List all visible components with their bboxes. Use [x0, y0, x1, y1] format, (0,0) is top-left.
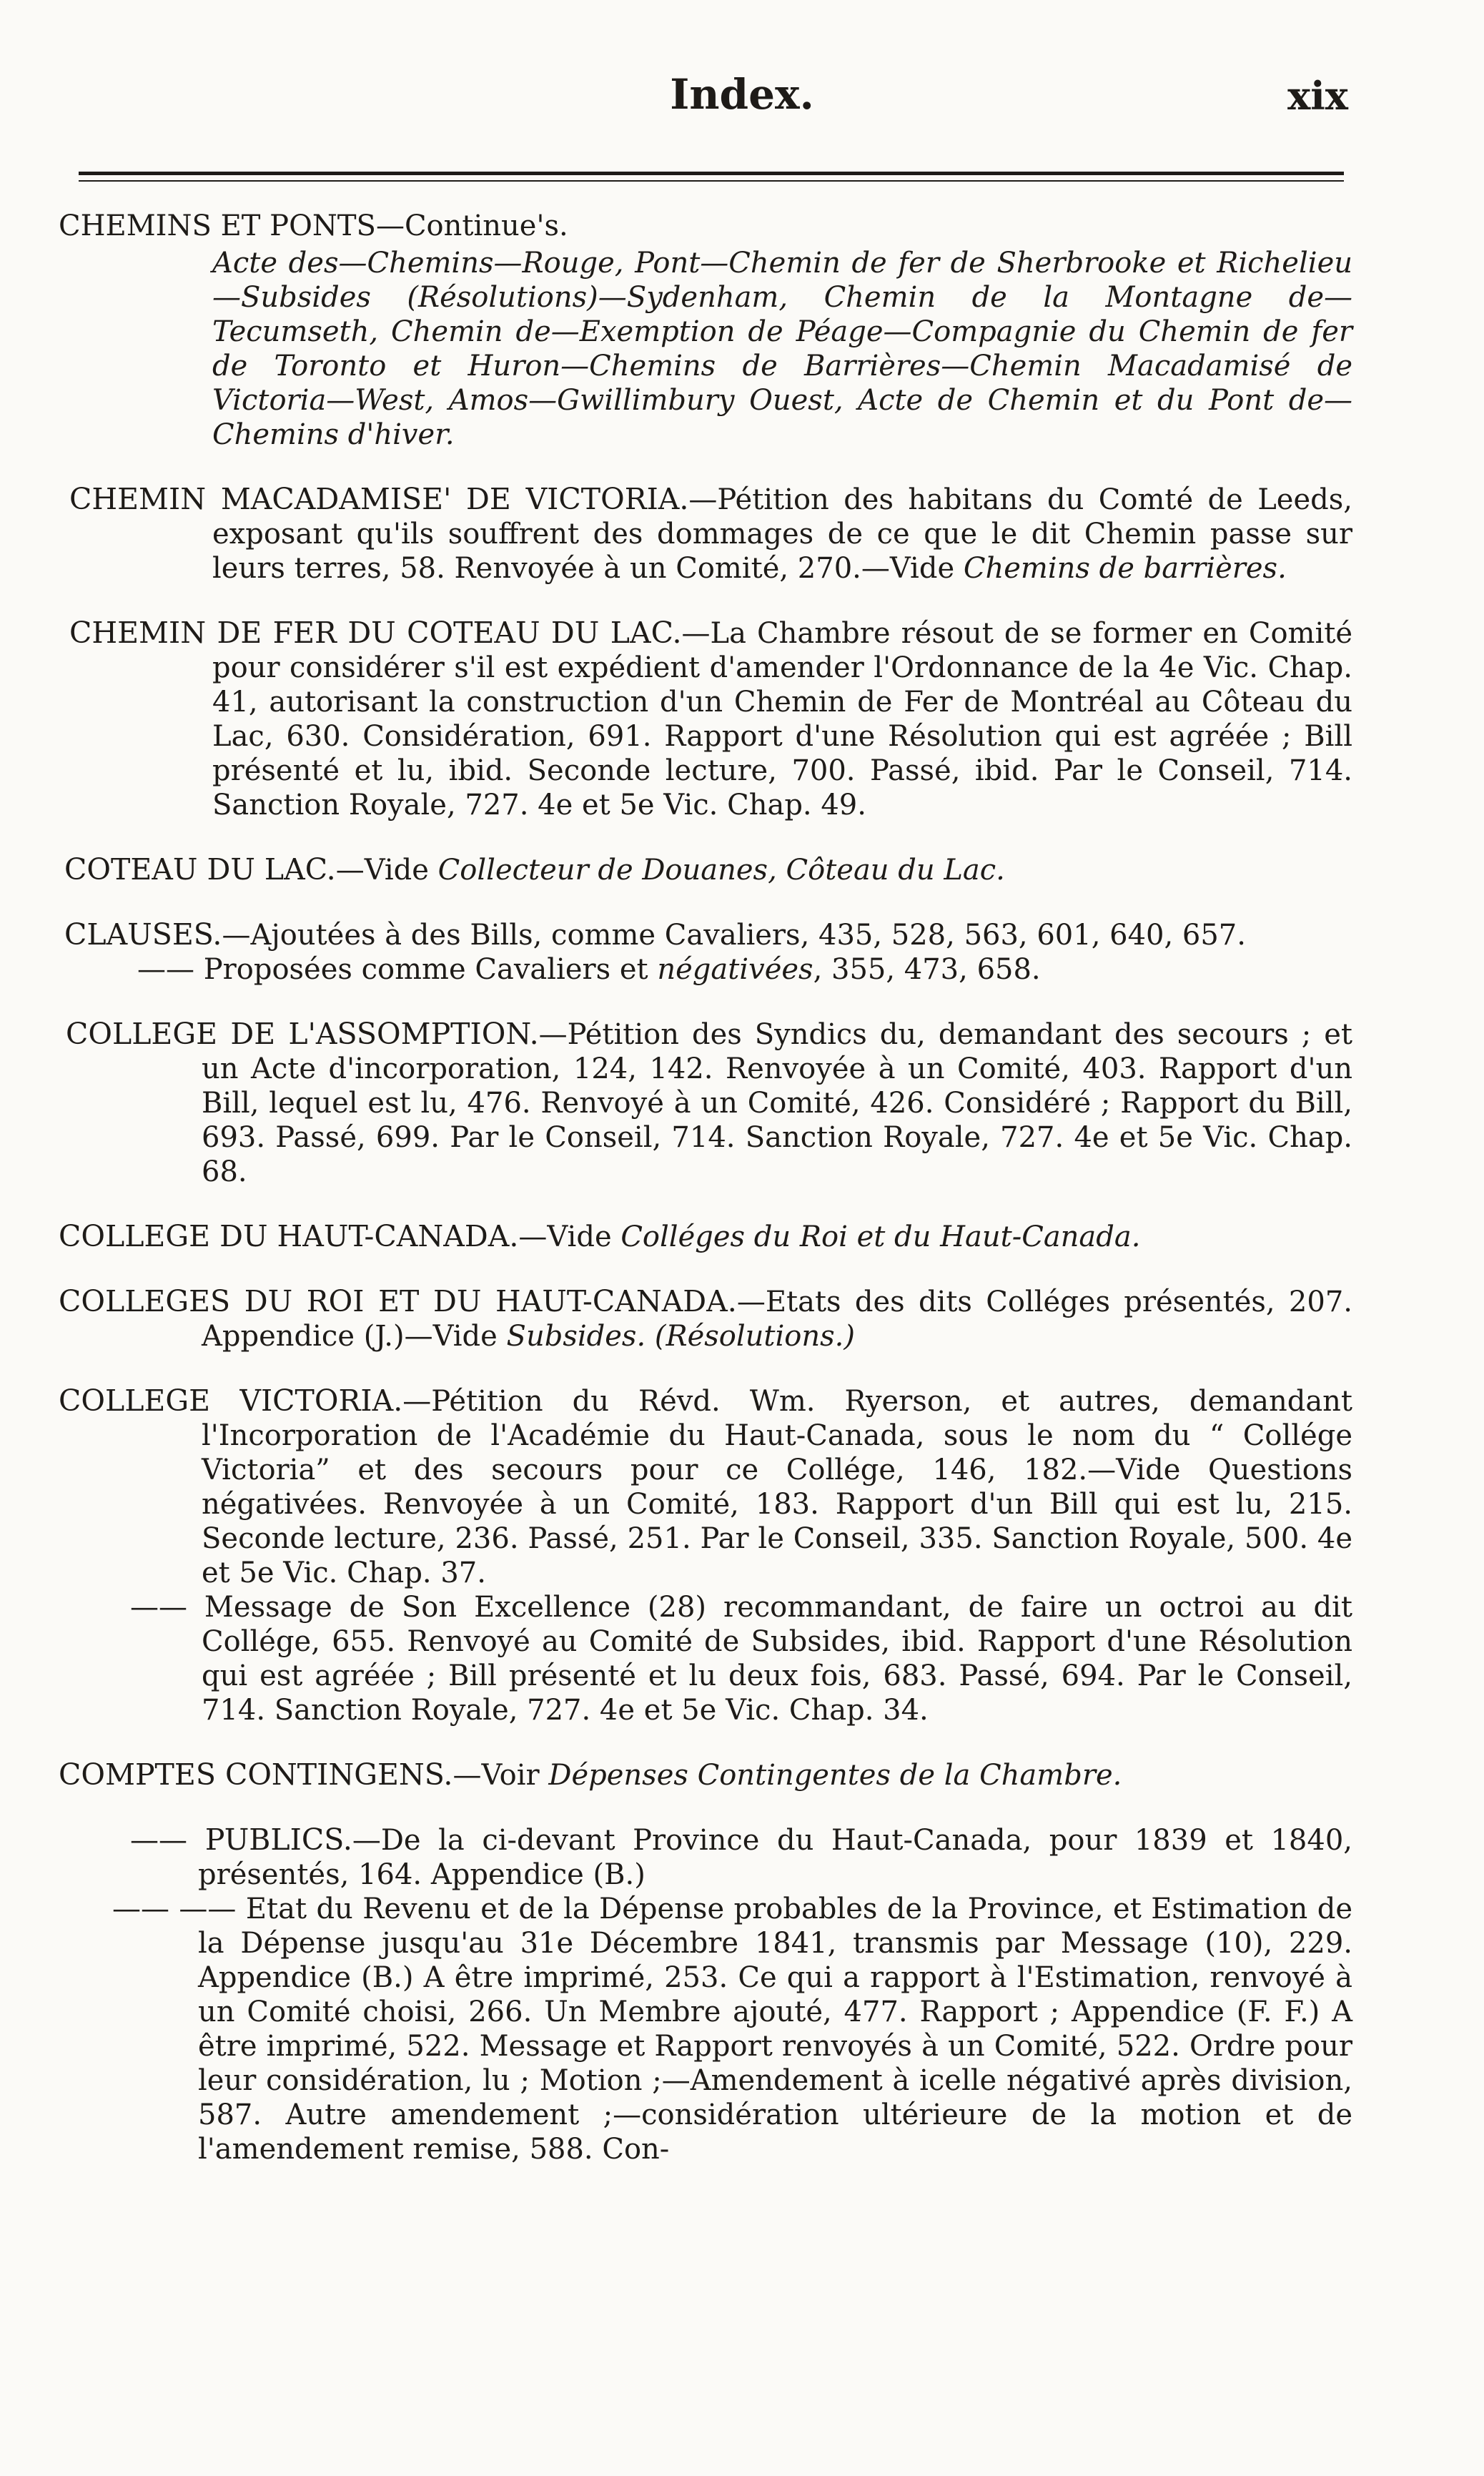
- entry-heading: COTEAU DU LAC.: [64, 852, 336, 887]
- index-entry-chemin-macadamise: [59, 482, 1352, 586]
- entry-heading: COMPTES CONTINGENS.: [59, 1757, 453, 1792]
- entry-dash: ——: [130, 1824, 187, 1857]
- sub-entry-text: Proposées comme Cavaliers et: [194, 953, 658, 986]
- sub-entry-text: Message de Son Excellence (28) recommandant, de faire un octroi au dit Collége, 655. Renvoyé au Comité de Subsides, ibid. Rapport d'une Résolution qui est agréée ; Bill présenté et lu deux fois, 683. Passé, 694. Par le Conseil, 714. Sanction Royale, 727. 4e et 5e Vic. Chap. 34.: [187, 1591, 1352, 1727]
- entry-text: —Ajoutées à des Bills, comme Cavaliers, 435, 528, 563, 601, 640, 657.: [222, 919, 1246, 952]
- entry-heading: CLAUSES.: [64, 917, 222, 952]
- entry-heading: COLLEGE VICTORIA.: [59, 1383, 403, 1418]
- page-number: xix: [1287, 73, 1348, 119]
- entry-text: —Pétition des habitans du Comté de Leeds, exposant qu'ils souffrent des dommages de ce que le dit Chemin passe sur leurs terres, 58. Renvoyée à un Comité, 270.—Vide: [212, 483, 1352, 585]
- sub-entry-italic: négativées: [657, 953, 813, 986]
- page-header: [0, 70, 1484, 127]
- index-entry-college-haut-canada: [59, 1219, 1352, 1254]
- entry-text: —Vide: [518, 1220, 621, 1253]
- index-entry-clauses: [59, 917, 1352, 987]
- index-entry-chemin-fer-coteau: [59, 616, 1352, 822]
- index-entry-college-assomption: [59, 1017, 1352, 1189]
- index-entry-colleges-roi: [59, 1284, 1352, 1353]
- entry-text: —Vide: [335, 854, 438, 887]
- index-entry-coteau-lac: [59, 852, 1352, 887]
- index-content: [59, 209, 1352, 2196]
- entry-heading: CHEMIN MACADAMISE' DE VICTORIA.: [69, 482, 689, 516]
- index-entry-publics: [59, 1823, 1352, 2166]
- header-rule-thick: [79, 172, 1344, 175]
- entry-text: —Voir: [452, 1759, 549, 1792]
- entry-text: Acte des—Chemins—Rouge, Pont—Chemin de fer de Sherbrooke et Richelieu—Subsides (Résolutions)—Sydenham, Chemin de la Montagne de—Tecumseth, Chemin de—Exemption de Péage—Compagnie du Chemin de fer de Toronto et Huron—Chemins de Barrières—Chemin Macadamisé de Victoria—West, Amos—Gwillimbury Ouest, Acte de Chemin et du Pont de—Chemins d'hiver.: [212, 247, 1352, 451]
- index-entry-comptes-contingens: [59, 1757, 1352, 1792]
- entry-cross-reference: Chemins de barrières.: [963, 552, 1287, 585]
- entry-text: —De la ci-devant Province du Haut-Canada, pour 1839 et 1840, présentés, 164. Appendice (B.): [198, 1824, 1352, 1891]
- entry-heading: CHEMINS ET PONTS—Continue's.: [59, 209, 568, 242]
- entry-heading: COLLEGES DU ROI ET DU HAUT-CANADA.: [59, 1284, 737, 1318]
- entry-cross-reference: Collecteur de Douanes, Côteau du Lac.: [437, 854, 1005, 887]
- sub-entry-end: , 355, 473, 658.: [813, 953, 1041, 986]
- sub-entry-dash: —— ——: [112, 1893, 237, 1925]
- entry-cross-reference: Dépenses Contingentes de la Chambre.: [548, 1759, 1122, 1792]
- entry-text: —La Chambre résout de se former en Comité pour considérer s'il est expédient d'amender l'Ordonnance de la 4e Vic. Chap. 41, autorisant la construction d'un Chemin de Fer de Montréal au Côteau du Lac, 630. Considération, 691. Rapport d'une Résolution qui est agréée ; Bill présenté et lu, ibid. Seconde lecture, 700. Passé, ibid. Par le Conseil, 714. Sanction Royale, 727. 4e et 5e Vic. Chap. 49.: [212, 617, 1352, 822]
- entry-text: —Etats des dits Colléges présentés, 207. Appendice (J.)—Vide: [202, 1286, 1352, 1353]
- index-entry-chemins-ponts: [59, 209, 1352, 452]
- page-title: Index.: [670, 70, 814, 119]
- sub-entry-dash: ——: [130, 1591, 187, 1624]
- sub-entry-text: Etat du Revenu et de la Dépense probables de la Province, et Estimation de la Dépense jusqu'au 31e Décembre 1841, transmis par Message (10), 229. Appendice (B.) A être imprimé, 253. Ce qui a rapport à l'Estimation, renvoyé à un Comité choisi, 266. Un Membre ajouté, 477. Rapport ; Appendice (F. F.) A être imprimé, 522. Message et Rapport renvoyés à un Comité, 522. Ordre pour leur considération, lu ; Motion ;—Amendement à icelle négativé après division, 587. Autre amendement ;—considération ultérieure de la motion et de l'amendement remise, 588. Con-: [198, 1893, 1352, 2166]
- entry-cross-reference: Colléges du Roi et du Haut-Canada.: [620, 1220, 1141, 1253]
- entry-heading: PUBLICS.: [187, 1823, 352, 1857]
- header-rule-thin: [79, 180, 1344, 182]
- entry-text: —Pétition du Révd. Wm. Ryerson, et autres, demandant l'Incorporation de l'Académie du Haut-Canada, sous le nom du “ Collége Victoria” et des secours pour ce Collége, 146, 182.—Vide Questions négativées. Renvoyée à un Comité, 183. Rapport d'un Bill qui est lu, 215. Seconde lecture, 236. Passé, 251. Par le Conseil, 335. Sanction Royale, 500. 4e et 5e Vic. Chap. 37.: [202, 1385, 1353, 1589]
- entry-heading: COLLEGE DU HAUT-CANADA.: [59, 1219, 519, 1253]
- entry-text: —Pétition des Syndics du, demandant des secours ; et un Acte d'incorporation, 124, 142. Renvoyée à un Comité, 403. Rapport d'un Bill, lequel est lu, 476. Renvoyé à un Comité, 426. Considéré ; Rapport du Bill, 693. Passé, 699. Par le Conseil, 714. Sanction Royale, 727. 4e et 5e Vic. Chap. 68.: [202, 1018, 1352, 1188]
- sub-entry-dash: ——: [137, 953, 194, 986]
- entry-heading: COLLEGE DE L'ASSOMPTION.: [66, 1017, 539, 1051]
- index-entry-college-victoria: [59, 1383, 1352, 1727]
- entry-cross-reference: Subsides. (Résolutions.): [506, 1320, 855, 1353]
- entry-heading: CHEMIN DE FER DU COTEAU DU LAC.: [69, 616, 682, 650]
